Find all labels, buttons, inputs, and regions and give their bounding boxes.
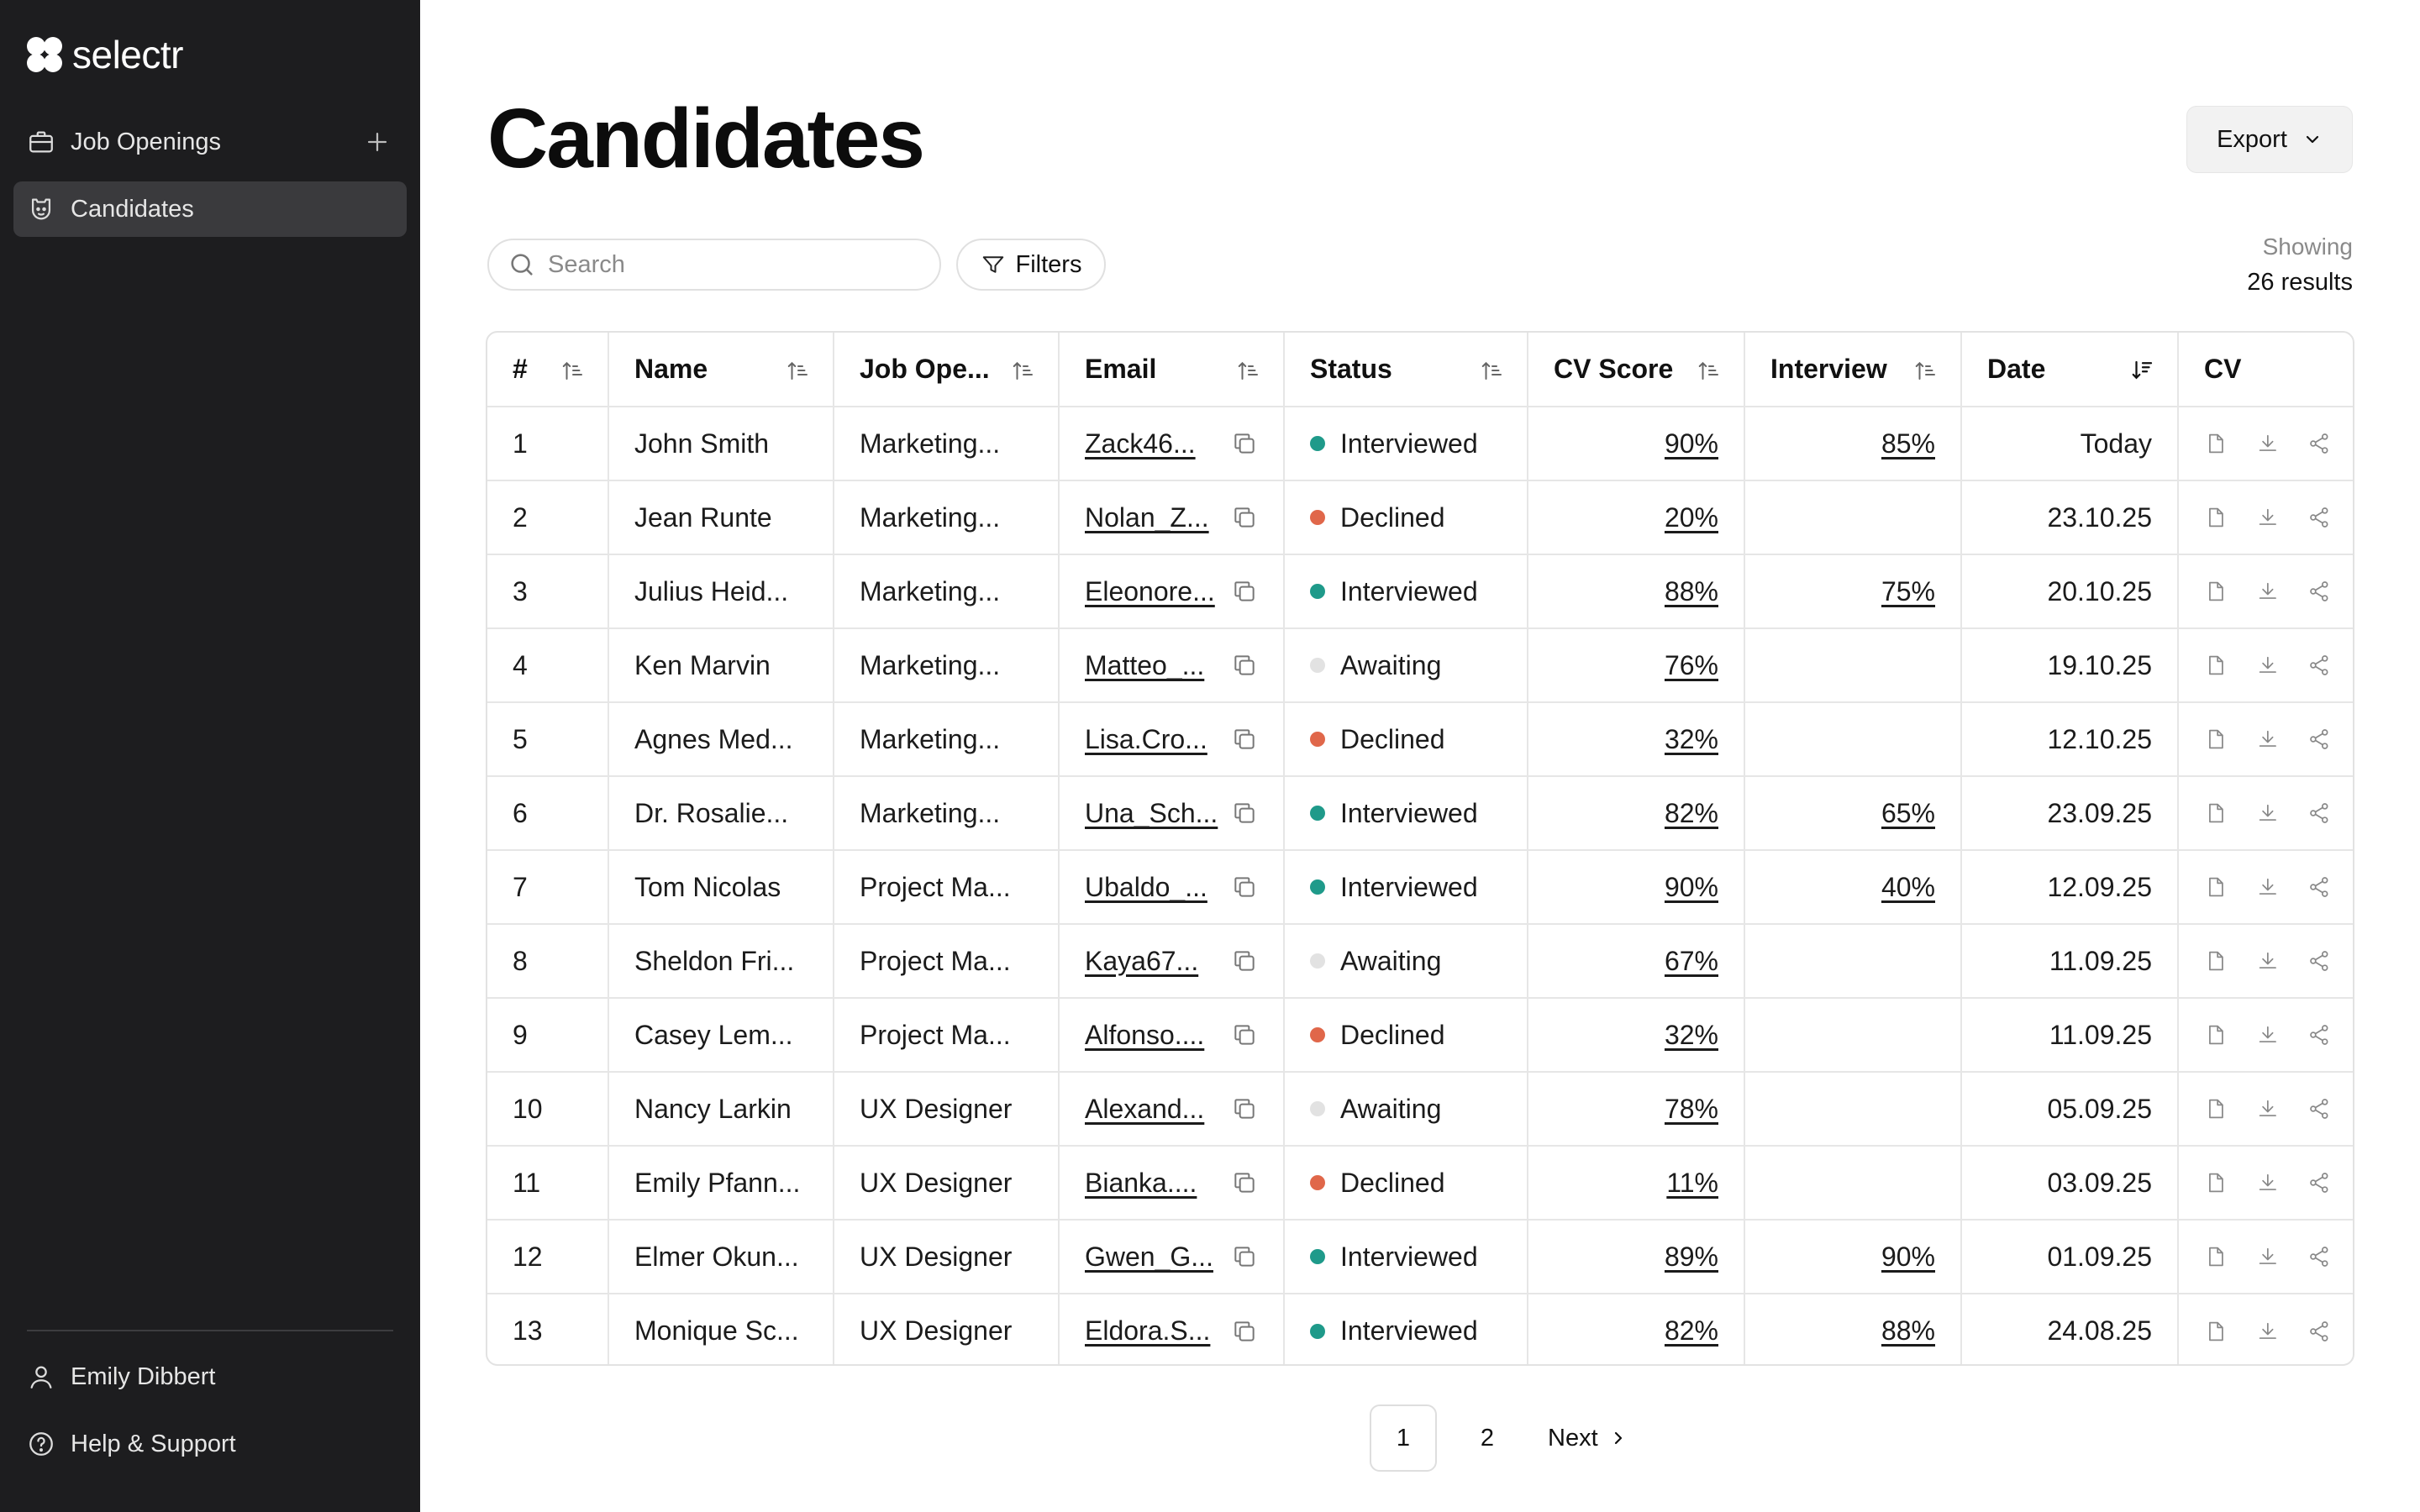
cell-number: 9 [487,998,608,1072]
column-header-date[interactable]: Date [1961,333,2178,407]
sort-icon[interactable] [1011,358,1036,383]
cell-status [1284,924,1528,998]
cv-score-link[interactable]: 82% [1664,797,1718,828]
email-link[interactable]: Alfonso.... [1085,1019,1205,1050]
cell-job-opening: Marketing... [834,554,1059,628]
sort-icon[interactable] [1480,358,1505,383]
sidebar-item-label: Help & Support [71,1430,236,1457]
search-icon [508,250,536,279]
cell-date: Today [1961,407,2178,480]
cell-interview [1744,776,1961,850]
page-button-1[interactable]: 1 [1370,1404,1437,1472]
cell-status [1284,480,1528,554]
page-title: Candidates [487,92,924,186]
cell-job-opening: UX Designer [834,1294,1059,1366]
copy-icon[interactable] [1231,874,1258,900]
cell-cv-score [1528,480,1744,554]
download-icon[interactable] [2256,579,2280,604]
download-icon[interactable] [2256,727,2280,752]
download-icon[interactable] [2256,1096,2280,1121]
next-label: Next [1548,1424,1598,1452]
share-icon[interactable] [2307,874,2331,900]
column-header-status[interactable]: Status [1284,333,1528,407]
table-row[interactable] [487,702,2354,776]
status-dot [1310,658,1325,673]
email-link[interactable]: Gwen_G... [1085,1241,1213,1272]
cell-cv-actions [2178,924,2354,998]
status-label: Interviewed [1340,1241,1478,1272]
file-icon[interactable] [2204,874,2228,900]
cell-status [1284,554,1528,628]
email-link[interactable]: Bianka.... [1085,1167,1197,1198]
sidebar [0,0,420,1512]
cell-interview [1744,702,1961,776]
cell-interview [1744,1072,1961,1146]
cell-number: 7 [487,850,608,924]
user-icon [27,1362,55,1391]
cell-job-opening: Project Ma... [834,850,1059,924]
cell-cv-score [1528,628,1744,702]
cell-number: 11 [487,1146,608,1220]
column-header-interview[interactable]: Interview [1744,333,1961,407]
cell-cv-score [1528,1072,1744,1146]
file-icon[interactable] [2204,1022,2228,1047]
interview-score-link[interactable]: 90% [1881,1241,1935,1272]
cell-email [1059,480,1284,554]
cell-email [1059,407,1284,480]
download-icon[interactable] [2256,948,2280,974]
cell-name[interactable]: Julius Heid... [608,554,834,628]
status-label: Interviewed [1340,797,1478,828]
email-link[interactable]: Zack46... [1085,428,1196,459]
chevron-right-icon [1608,1428,1628,1448]
table-row[interactable] [487,1146,2354,1220]
sort-desc-icon[interactable] [2130,358,2155,383]
cell-email [1059,1294,1284,1366]
cell-name[interactable]: Dr. Rosalie... [608,776,834,850]
cell-job-opening: Marketing... [834,407,1059,480]
table-row[interactable] [487,480,2354,554]
column-header-email[interactable]: Email [1059,333,1284,407]
cell-date: 12.10.25 [1961,702,2178,776]
cv-score-link[interactable]: 32% [1664,723,1718,754]
cell-cv-actions [2178,1146,2354,1220]
status-dot [1310,584,1325,599]
cell-cv-actions [2178,1294,2354,1366]
cell-name[interactable]: Agnes Med... [608,702,834,776]
cell-interview [1744,1294,1961,1366]
status-dot [1310,436,1325,451]
briefcase-icon [27,128,55,156]
status-dot [1310,510,1325,525]
search-input[interactable] [548,251,918,279]
interview-score-link[interactable]: 85% [1881,428,1935,459]
file-icon[interactable] [2204,653,2228,678]
cell-email [1059,1220,1284,1294]
sort-icon[interactable] [1697,358,1722,383]
status-label: Interviewed [1340,428,1478,459]
sort-icon[interactable] [786,358,811,383]
cell-name[interactable]: Jean Runte [608,480,834,554]
cell-status [1284,1146,1528,1220]
cv-score-link[interactable]: 20% [1664,501,1718,533]
cell-cv-score [1528,924,1744,998]
cell-number: 12 [487,1220,608,1294]
cv-score-link[interactable]: 67% [1664,945,1718,976]
cell-job-opening: Project Ma... [834,924,1059,998]
cell-cv-score [1528,850,1744,924]
candidates-icon [27,195,55,223]
status-label: Interviewed [1340,575,1478,606]
email-link[interactable]: Nolan_Z... [1085,501,1209,533]
share-icon[interactable] [2307,1096,2331,1121]
cell-cv-score [1528,1220,1744,1294]
cell-interview [1744,628,1961,702]
status-dot [1310,732,1325,747]
download-icon[interactable] [2256,1244,2280,1269]
cell-cv-actions [2178,998,2354,1072]
cell-interview [1744,407,1961,480]
cell-interview [1744,998,1961,1072]
email-link[interactable]: Matteo_... [1085,649,1205,680]
file-icon[interactable] [2204,1319,2228,1344]
cell-number: 6 [487,776,608,850]
help-icon [27,1430,55,1458]
cell-date: 23.09.25 [1961,776,2178,850]
table-header-row [487,333,2354,407]
file-icon[interactable] [2204,431,2228,456]
cell-cv-actions [2178,1072,2354,1146]
status-dot [1310,1324,1325,1339]
cell-cv-actions [2178,850,2354,924]
pagination [1370,1404,1628,1472]
sidebar-divider [27,1330,393,1331]
copy-icon[interactable] [1231,1243,1258,1270]
cell-cv-actions [2178,554,2354,628]
copy-icon[interactable] [1231,1021,1258,1048]
status-label: Declined [1340,1019,1445,1050]
cell-name[interactable]: Monique Sc... [608,1294,834,1366]
cell-date: 12.09.25 [1961,850,2178,924]
app-logo[interactable] [27,32,183,77]
download-icon[interactable] [2256,653,2280,678]
cell-date: 23.10.25 [1961,480,2178,554]
cell-status [1284,776,1528,850]
sort-icon[interactable] [1913,358,1939,383]
status-dot [1310,806,1325,821]
status-dot [1310,1175,1325,1190]
cell-name[interactable]: Tom Nicolas [608,850,834,924]
column-header-cv: CV [2178,333,2354,407]
download-icon[interactable] [2256,1170,2280,1195]
cell-number: 8 [487,924,608,998]
status-dot [1310,953,1325,969]
email-link[interactable]: Ubaldo_... [1085,871,1207,902]
status-label: Declined [1340,723,1445,754]
cell-number: 10 [487,1072,608,1146]
cell-date: 11.09.25 [1961,998,2178,1072]
cv-score-link[interactable]: 90% [1664,428,1718,459]
cell-email [1059,1146,1284,1220]
cell-number: 2 [487,480,608,554]
sort-icon[interactable] [560,358,586,383]
cv-score-link[interactable]: 76% [1664,649,1718,680]
export-button[interactable] [2186,106,2353,173]
copy-icon[interactable] [1231,578,1258,605]
cell-name[interactable]: Nancy Larkin [608,1072,834,1146]
download-icon[interactable] [2256,505,2280,530]
cell-date: 11.09.25 [1961,924,2178,998]
sidebar-item-profile[interactable] [13,1349,407,1404]
chevron-down-icon [2302,129,2323,150]
file-icon[interactable] [2204,801,2228,826]
cell-cv-score [1528,776,1744,850]
cell-status [1284,407,1528,480]
cell-number: 4 [487,628,608,702]
cell-interview [1744,554,1961,628]
cv-score-link[interactable]: 82% [1664,1315,1718,1346]
cell-status [1284,1220,1528,1294]
cell-cv-actions [2178,628,2354,702]
cell-job-opening: Project Ma... [834,998,1059,1072]
cell-number: 1 [487,407,608,480]
app-name: selectr [72,33,183,76]
cell-number: 5 [487,702,608,776]
cell-email [1059,628,1284,702]
results-count [2247,234,2353,297]
cell-status [1284,628,1528,702]
cell-job-opening: UX Designer [834,1072,1059,1146]
cell-date: 24.08.25 [1961,1294,2178,1366]
cell-cv-actions [2178,407,2354,480]
sidebar-item-job-openings[interactable] [13,114,407,170]
share-icon[interactable] [2307,1170,2331,1195]
next-page-button[interactable] [1548,1425,1628,1452]
email-link[interactable]: Lisa.Cro... [1085,723,1207,754]
cell-date: 20.10.25 [1961,554,2178,628]
column-header-name[interactable]: Name [608,333,834,407]
showing-label: Showing [2262,234,2353,260]
cell-cv-score [1528,1294,1744,1366]
interview-score-link[interactable]: 40% [1881,871,1935,902]
filters-label: Filters [1015,250,1082,278]
cell-cv-score [1528,1146,1744,1220]
cv-score-link[interactable]: 88% [1664,575,1718,606]
status-label: Awaiting [1340,945,1442,976]
cell-email [1059,850,1284,924]
cell-job-opening: UX Designer [834,1220,1059,1294]
filter-icon [981,252,1006,277]
copy-icon[interactable] [1231,1095,1258,1122]
table-row[interactable] [487,850,2354,924]
sidebar-item-label: Emily Dibbert [71,1362,216,1390]
sidebar-item-label: Candidates [71,195,194,223]
status-label: Declined [1340,1167,1445,1198]
filters-button[interactable] [956,239,1106,291]
share-icon[interactable] [2307,1319,2331,1344]
cell-name[interactable]: Sheldon Fri... [608,924,834,998]
cell-cv-actions [2178,776,2354,850]
share-icon[interactable] [2307,505,2331,530]
download-icon[interactable] [2256,1319,2280,1344]
cell-job-opening: Marketing... [834,480,1059,554]
file-icon[interactable] [2204,1096,2228,1121]
table-row[interactable] [487,554,2354,628]
status-label: Awaiting [1340,1093,1442,1124]
cell-email [1059,702,1284,776]
share-icon[interactable] [2307,1022,2331,1047]
table-row[interactable] [487,628,2354,702]
cell-interview [1744,480,1961,554]
copy-icon[interactable] [1231,1318,1258,1345]
share-icon[interactable] [2307,579,2331,604]
status-dot [1310,1027,1325,1042]
share-icon[interactable] [2307,727,2331,752]
cell-cv-actions [2178,702,2354,776]
cell-email [1059,554,1284,628]
status-dot [1310,1249,1325,1264]
copy-icon[interactable] [1231,948,1258,974]
file-icon[interactable] [2204,1170,2228,1195]
cell-date: 03.09.25 [1961,1146,2178,1220]
column-header-number[interactable]: # [487,333,608,407]
table-row[interactable] [487,776,2354,850]
cell-job-opening: Marketing... [834,628,1059,702]
cell-status [1284,850,1528,924]
cell-job-opening: Marketing... [834,702,1059,776]
status-dot [1310,879,1325,895]
cell-interview [1744,1146,1961,1220]
cell-cv-score [1528,702,1744,776]
share-icon[interactable] [2307,431,2331,456]
export-label: Export [2217,125,2287,153]
sidebar-item-candidates[interactable] [13,181,407,237]
cell-interview [1744,924,1961,998]
email-link[interactable]: Alexand... [1085,1093,1205,1124]
cell-cv-actions [2178,480,2354,554]
sidebar-item-label: Job Openings [71,128,221,155]
table-row[interactable] [487,924,2354,998]
add-job-opening-icon[interactable] [363,128,392,156]
download-icon[interactable] [2256,801,2280,826]
file-icon[interactable] [2204,948,2228,974]
copy-icon[interactable] [1231,800,1258,827]
cv-score-link[interactable]: 32% [1664,1019,1718,1050]
logo-icon [27,37,62,72]
cv-score-link[interactable]: 11% [1666,1167,1718,1198]
search-box[interactable] [487,239,941,291]
cell-name[interactable]: Elmer Okun... [608,1220,834,1294]
cell-status [1284,1294,1528,1366]
cell-number: 13 [487,1294,608,1366]
table-row[interactable] [487,1220,2354,1294]
download-icon[interactable] [2256,1022,2280,1047]
status-label: Interviewed [1340,871,1478,902]
cell-interview [1744,1220,1961,1294]
file-icon[interactable] [2204,579,2228,604]
candidates-table [486,331,2354,1366]
copy-icon[interactable] [1231,430,1258,457]
column-header-cv-score[interactable]: CV Score [1528,333,1744,407]
cell-email [1059,998,1284,1072]
cell-cv-score [1528,407,1744,480]
file-icon[interactable] [2204,1244,2228,1269]
cell-name[interactable]: John Smith [608,407,834,480]
share-icon[interactable] [2307,653,2331,678]
cell-cv-score [1528,554,1744,628]
email-link[interactable]: Kaya67... [1085,945,1199,976]
interview-score-link[interactable]: 75% [1881,575,1935,606]
table-row[interactable] [487,1072,2354,1146]
results-label: 26 results [2247,269,2353,296]
cv-score-link[interactable]: 89% [1664,1241,1718,1272]
cell-cv-score [1528,998,1744,1072]
cell-number: 3 [487,554,608,628]
file-icon[interactable] [2204,505,2228,530]
cell-date: 19.10.25 [1961,628,2178,702]
interview-score-link[interactable]: 88% [1881,1315,1935,1346]
download-icon[interactable] [2256,874,2280,900]
share-icon[interactable] [2307,948,2331,974]
download-icon[interactable] [2256,431,2280,456]
status-label: Awaiting [1340,649,1442,680]
cell-name[interactable]: Ken Marvin [608,628,834,702]
cv-score-link[interactable]: 90% [1664,871,1718,902]
email-link[interactable]: Eldora.S... [1085,1315,1211,1346]
cell-status [1284,1072,1528,1146]
table-row[interactable] [487,407,2354,480]
cell-job-opening: Marketing... [834,776,1059,850]
share-icon[interactable] [2307,1244,2331,1269]
cv-score-link[interactable]: 78% [1664,1093,1718,1124]
cell-name[interactable]: Emily Pfann... [608,1146,834,1220]
cell-interview [1744,850,1961,924]
status-label: Declined [1340,501,1445,533]
sidebar-item-help[interactable] [13,1416,407,1472]
file-icon[interactable] [2204,727,2228,752]
cell-name[interactable]: Casey Lem... [608,998,834,1072]
cell-cv-actions [2178,1220,2354,1294]
copy-icon[interactable] [1231,652,1258,679]
cell-email [1059,1072,1284,1146]
cell-job-opening: UX Designer [834,1146,1059,1220]
sort-icon[interactable] [1236,358,1261,383]
table-row[interactable] [487,998,2354,1072]
column-header-job-opening[interactable]: Job Ope... [834,333,1059,407]
cell-email [1059,924,1284,998]
copy-icon[interactable] [1231,504,1258,531]
cell-date: 05.09.25 [1961,1072,2178,1146]
share-icon[interactable] [2307,801,2331,826]
email-link[interactable]: Una_Sch... [1085,797,1218,828]
cell-date: 01.09.25 [1961,1220,2178,1294]
copy-icon[interactable] [1231,726,1258,753]
cell-status [1284,702,1528,776]
status-label: Interviewed [1340,1315,1478,1346]
copy-icon[interactable] [1231,1169,1258,1196]
page-button-2[interactable]: 2 [1480,1424,1495,1452]
interview-score-link[interactable]: 65% [1881,797,1935,828]
cell-status [1284,998,1528,1072]
status-dot [1310,1101,1325,1116]
email-link[interactable]: Eleonore... [1085,575,1215,606]
table-row[interactable] [487,1294,2354,1366]
cell-email [1059,776,1284,850]
